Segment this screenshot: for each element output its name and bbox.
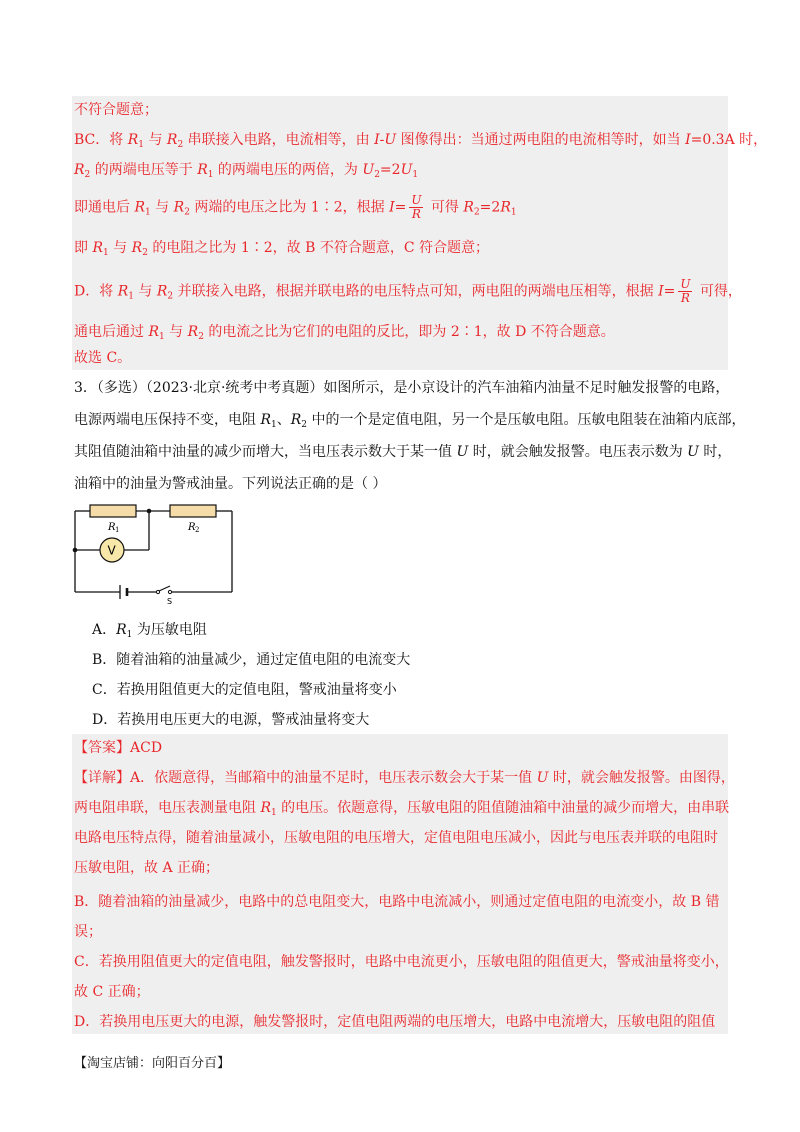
- solution-line-8: 故选 C。: [74, 350, 132, 366]
- detail-line-9: D．若换用电压更大的电源，触发警报时，定值电阻两端的电压增大，电路中电流增大，压敏电阻的阻值: [74, 1014, 716, 1030]
- question-line-4: 油箱中的油量为警戒油量。下列说法正确的是（ ）: [74, 476, 387, 492]
- resistor-r2: [170, 505, 216, 517]
- detail-line-6: 误；: [74, 924, 102, 940]
- solution-line-1: 不符合题意；: [74, 102, 158, 118]
- solution-line-3: $R_2$ 的两端电压等于 $R_1$ 的两端电压的两倍，为 $U_2=2U_1$: [74, 162, 419, 180]
- detail-line-7: C．若换用阻值更大的定值电阻，触发警报时，电路中电流更小，压敏电阻的阻值更大，警戒油量将变小，: [74, 954, 729, 970]
- footer-shop-name: 【淘宝店铺：向阳百分百】: [74, 1056, 231, 1071]
- solution-line-5: 即 $R_1$ 与 $R_2$ 的电阻之比为 1∶2，故 B 不符合题意，C 符合题意；: [74, 240, 489, 258]
- voltmeter-label: V: [107, 543, 116, 558]
- solution-line-7: 通电后通过 $R_1$ 与 $R_2$ 的电流之比为它们的电阻的反比，即为 2∶1，故 D 不符合题意。: [74, 324, 615, 342]
- option-b: B．随着油箱的油量减少，通过定值电阻的电流变大: [92, 652, 411, 668]
- option-a: A．$R_1$ 为压敏电阻: [92, 622, 207, 640]
- solution-line-4: 即通电后 $R_1$ 与 $R_2$ 两端的电压之比为 1∶2，根据 I= $\frac{U}{R}$ 可得 $R_2=2R_1$: [74, 193, 517, 221]
- r2-subscript: 2: [195, 526, 200, 534]
- question-line-3: 其阻值随油箱中油量的减少而增大，当电压表示数大于某一值 U 时，就会触发报警。电压表示数为 U 时，: [74, 444, 732, 460]
- junction-top: [147, 509, 152, 514]
- ohm-law-fraction: $\frac{U}{R}$: [411, 193, 422, 221]
- circuit-diagram: [70, 500, 240, 606]
- detail-line-8: 故 C 正确；: [74, 984, 150, 1000]
- detail-line-5: B．随着油箱的油量减少，电路中的总电阻变大，电路中电流减小，则通过定值电阻的电流变小，故 B 错: [74, 894, 720, 910]
- detail-line-1: 【详解】A．依题意得，当邮箱中的油量不足时，电压表示数会大于某一值 U 时，就会触发报警。由图得，: [74, 770, 735, 786]
- r1-label: R: [108, 522, 116, 533]
- switch-lever: [159, 586, 170, 591]
- resistor-r1: [90, 505, 136, 517]
- r1-subscript: 1: [115, 526, 120, 534]
- question-line-1: 3．（多选）（2023·北京·统考中考真题）如图所示，是小京设计的汽车油箱内油量不足时触发报警的电路，: [74, 380, 730, 396]
- r2-label: R: [188, 522, 196, 533]
- solution-line-2: BC．将 $R_1$ 与 $R_2$ 串联接入电路，电流相等，由 I-U 图像得出：当通过两电阻的电流相等时，如当 I=0.3A 时，: [74, 132, 768, 150]
- switch-label: S: [167, 597, 173, 606]
- switch-contact: [168, 590, 171, 593]
- junction-left: [73, 548, 78, 553]
- option-d: D．若换用电压更大的电源，警戒油量将变大: [92, 712, 370, 728]
- ohm-law-fraction-2: $\frac{U}{R}$: [680, 277, 691, 305]
- solution-line-6: D．将 $R_1$ 与 $R_2$ 并联接入电路，根据并联电路的电压特点可知，两电阻的两端电压相等，根据 I= $\frac{U}{R}$ 可得，: [74, 277, 742, 305]
- answer-label: 【答案】ACD: [74, 740, 163, 756]
- detail-line-4: 压敏电阻，故 A 正确；: [74, 860, 220, 876]
- detail-line-3: 电路电压特点得，随着油量减小，压敏电阻的电压增大，定值电阻电压减小，因此与电压表并联的电阻时: [74, 830, 718, 846]
- question-line-2: 电源两端电压保持不变，电阻 $R_1$、$R_2$ 中的一个是定值电阻，另一个是压敏电阻。压敏电阻装在油箱内底部，: [74, 412, 746, 430]
- option-c: C．若换用阻值更大的定值电阻，警戒油量将变小: [92, 682, 397, 698]
- detail-line-2: 两电阻串联，电压表测量电阻 $R_1$ 的电压。依题意得，压敏电阻的阻值随油箱中油量的减少而增大，由串联: [74, 800, 730, 818]
